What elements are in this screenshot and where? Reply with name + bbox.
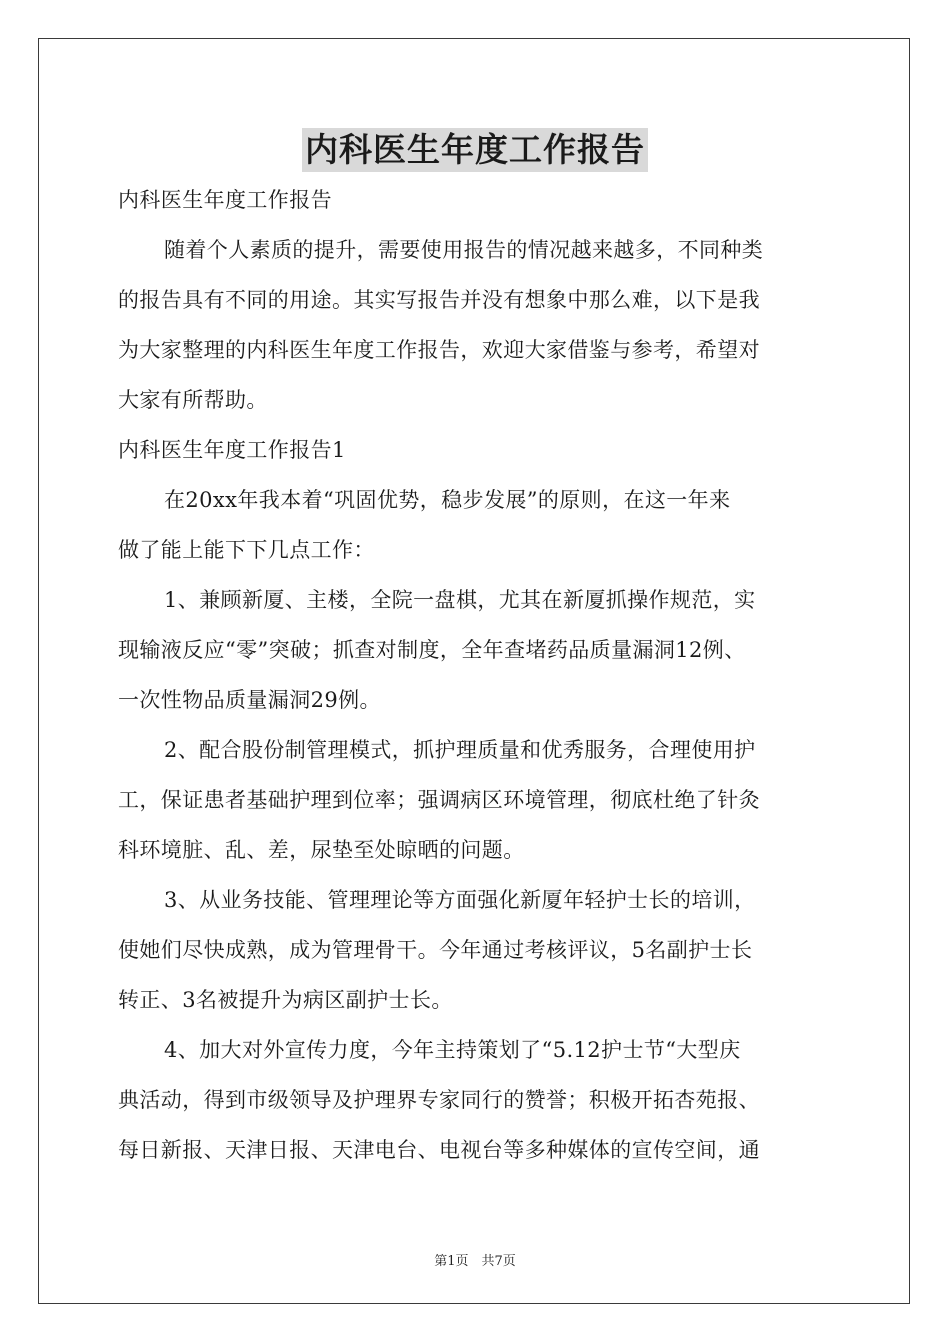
list-item-line: 3、从业务技能、管理理论等方面强化新厦年轻护士长的培训， [164,888,756,912]
list-item-line: 工，保证患者基础护理到位率；强调病区环境管理，彻底杜绝了针灸 [118,788,760,812]
list-item-line: 2、配合股份制管理模式，抓护理质量和优秀服务，合理使用护 [164,738,756,762]
section-heading: 内科医生年度工作报告1 [118,438,346,462]
list-item-line: 一次性物品质量漏洞29例。 [118,688,381,712]
list-item-line: 转正、3名被提升为病区副护士长。 [118,988,453,1012]
list-item-line: 1、兼顾新厦、主楼，全院一盘棋，尤其在新厦抓操作规范，实 [164,588,756,612]
paragraph-line: 为大家整理的内科医生年度工作报告，欢迎大家借鉴与参考，希望对 [118,338,760,362]
subtitle-line: 内科医生年度工作报告 [118,188,332,212]
paragraph-line: 在20xx年我本着“巩固优势，稳步发展”的原则，在这一年来 [164,488,731,512]
list-item-line: 4、加大对外宣传力度，今年主持策划了“5.12护士节“大型庆 [164,1038,741,1062]
list-item-line: 现输液反应“零”突破；抓查对制度，全年查堵药品质量漏洞12例、 [118,638,746,662]
document-title: 内科医生年度工作报告 [302,128,648,172]
paragraph-line: 的报告具有不同的用途。其实写报告并没有想象中那么难，以下是我 [118,288,760,312]
paragraph-line: 做了能上能下下几点工作： [118,538,375,562]
list-item-line: 科环境脏、乱、差，尿垫至处晾晒的问题。 [118,838,525,862]
list-item-line: 典活动，得到市级领导及护理界专家同行的赞誉；积极开拓杏苑报、 [118,1088,760,1112]
paragraph-line: 随着个人素质的提升，需要使用报告的情况越来越多，不同种类 [164,238,764,262]
paragraph-line: 大家有所帮助。 [118,388,268,412]
list-item-line: 每日新报、天津日报、天津电台、电视台等多种媒体的宣传空间，通 [118,1138,760,1162]
document-body [118,178,836,1178]
document-title-wrapper [0,128,950,172]
page-number-footer: 第1页 共7页 [434,1254,516,1269]
list-item-line: 使她们尽快成熟，成为管理骨干。今年通过考核评议，5名副护士长 [118,938,753,962]
